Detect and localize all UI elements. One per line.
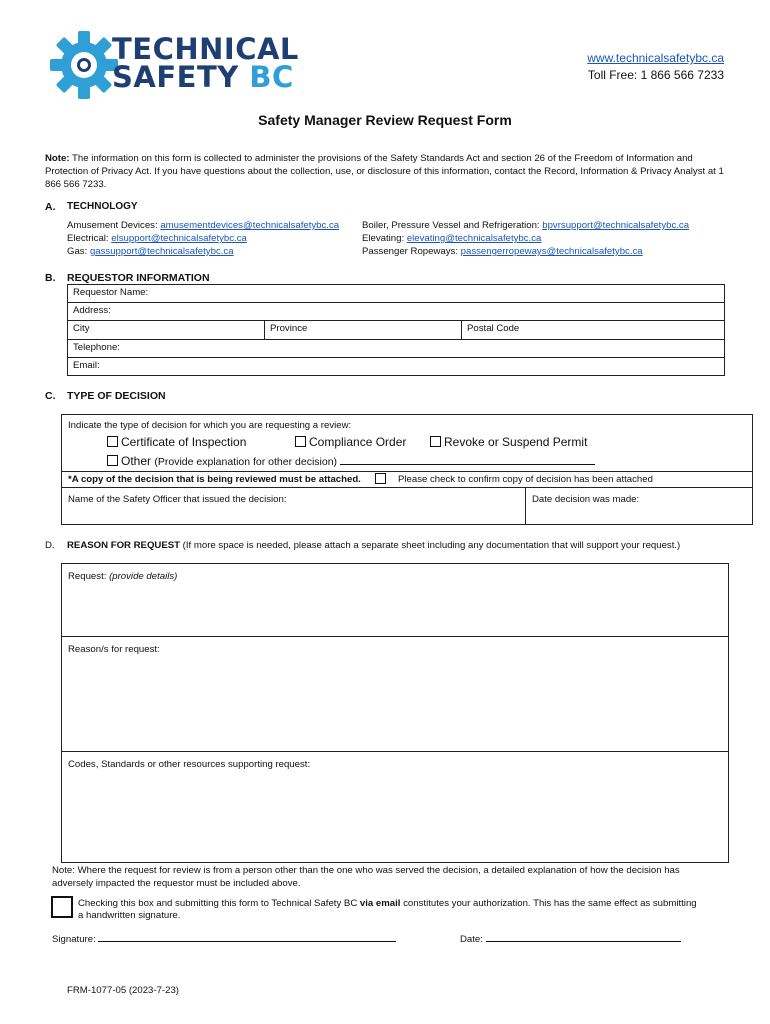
toll-free: Toll Free: 1 866 566 7233 [587, 68, 724, 82]
auth-text-post: constitutes your authorization. This has the same effect as submitting a handwritten signature. [78, 898, 697, 921]
email-link-ropeways[interactable]: passengerropeways@technicalsafetybc.ca [460, 246, 643, 257]
tech-label: Passenger Ropeways: [362, 246, 461, 257]
reasons-field[interactable] [62, 637, 728, 752]
telephone-field[interactable] [68, 340, 724, 358]
logo-line-safety: SAFETY [112, 60, 239, 94]
option-certificate[interactable] [107, 435, 246, 449]
divider [62, 471, 752, 472]
reasons-label: Reason/s for request: [68, 644, 160, 655]
section-a-letter: A. [45, 201, 56, 213]
copy-attached-checkbox[interactable] [375, 473, 389, 486]
checkbox[interactable] [107, 455, 118, 466]
signature-line[interactable] [98, 941, 396, 942]
email-link-bpvr[interactable]: bpvrsupport@technicalsafetybc.ca [542, 220, 690, 231]
tech-label: Electrical: [67, 233, 112, 244]
option-label: Revoke or Suspend Permit [444, 435, 588, 449]
requestor-note: Note: Where the request for review is from a person other than the one who was served the decision, a detailed explanation of how the decision has adversely impacted the requestor must be included above. [52, 865, 680, 889]
tech-label: Boiler, Pressure Vessel and Refrigeration: [362, 220, 543, 231]
option-other[interactable] [107, 454, 595, 468]
section-d-note: (If more space is needed, please attach a separate sheet including any documentation that will support your request.) [180, 540, 681, 551]
authorization-checkbox[interactable] [51, 896, 73, 918]
date-made-field[interactable]: Date decision was made: [532, 494, 640, 505]
note-text: The information on this form is collected to administer the provisions of the Safety Standards Act and section 26 of the Freedom of Information and Protection of Privacy Act. If you have questions about the collection, use, or disclosure of this information, contact the Record, Information & Privacy Analyst at 1 866 566 7233. [45, 153, 724, 190]
auth-text-pre: Checking this box and submitting this form to Technical Safety BC [78, 898, 360, 909]
form-code: FRM-1077-05 (2023-7-23) [67, 985, 179, 996]
section-d-heading-line [67, 540, 737, 551]
email-label: Email: [73, 360, 100, 371]
decision-table [61, 414, 753, 525]
date-line[interactable] [486, 941, 681, 942]
option-label: Other [121, 454, 152, 468]
section-a-heading: TECHNOLOGY [67, 201, 138, 212]
section-c-letter: C. [45, 390, 56, 402]
option-label: Certificate of Inspection [121, 435, 247, 449]
section-c-heading: TYPE OF DECISION [67, 390, 166, 402]
other-explanation-line[interactable] [340, 464, 595, 465]
section-b-letter: B. [45, 272, 56, 284]
tech-label: Gas: [67, 246, 90, 257]
signature-row [52, 934, 396, 945]
requestor-name-field[interactable] [68, 285, 724, 303]
copy-check-text: Please check to confirm copy of decision has been attached [398, 474, 653, 485]
divider [62, 487, 752, 488]
option-label: Compliance Order [309, 435, 407, 449]
reason-table [61, 563, 729, 863]
province-field[interactable] [265, 321, 462, 340]
tech-label: Elevating: [362, 233, 407, 244]
checkbox[interactable] [295, 436, 306, 447]
section-d-heading: REASON FOR REQUEST [67, 540, 181, 551]
copy-attached-text: *A copy of the decision that is being reviewed must be attached. [68, 474, 361, 485]
email-link-amusement[interactable]: amusementdevices@technicalsafetybc.ca [160, 220, 340, 231]
option-revoke[interactable] [430, 435, 587, 449]
website-link[interactable]: www.technicalsafetybc.ca [587, 51, 724, 65]
date-label: Date: [460, 934, 483, 945]
other-hint: (Provide explanation for other decision) [154, 456, 338, 468]
note-label: Note: [45, 153, 70, 164]
city-label: City [73, 323, 90, 334]
officer-name-field[interactable]: Name of the Safety Officer that issued the decision: [68, 494, 287, 505]
address-label: Address: [73, 305, 111, 316]
signature-label: Signature: [52, 934, 96, 945]
postal-code-field[interactable] [462, 321, 724, 340]
section-d-letter: D. [45, 540, 55, 551]
request-hint: (provide details) [109, 571, 178, 582]
option-compliance[interactable] [295, 435, 406, 449]
checkbox[interactable] [107, 436, 118, 447]
auth-text-bold: via email [359, 898, 401, 909]
privacy-note [45, 152, 730, 191]
codes-field[interactable] [62, 752, 728, 862]
logo-wordmark [112, 32, 299, 94]
email-link-electrical[interactable]: elsupport@technicalsafetybc.ca [111, 233, 247, 244]
city-field[interactable] [68, 321, 265, 340]
telephone-label: Telephone: [73, 342, 120, 353]
date-row [460, 934, 681, 945]
divider [525, 487, 526, 524]
technology-left-list [67, 219, 339, 258]
address-field[interactable] [68, 303, 724, 321]
email-field[interactable] [68, 358, 724, 375]
checkbox[interactable] [375, 473, 386, 484]
province-label: Province [270, 323, 308, 334]
codes-label: Codes, Standards or other resources supporting request: [68, 759, 311, 770]
section-b-heading: REQUESTOR INFORMATION [67, 272, 210, 284]
requestor-name-label: Requestor Name: [73, 287, 149, 298]
request-label: Request: [68, 571, 110, 582]
tech-label: Amusement Devices: [67, 220, 161, 231]
indicate-text: Indicate the type of decision for which you are requesting a review: [68, 420, 352, 431]
postal-code-label: Postal Code [467, 323, 520, 334]
contact-block [587, 50, 724, 84]
email-link-gas[interactable]: gassupport@technicalsafetybc.ca [89, 246, 234, 257]
authorization-text [78, 898, 698, 922]
email-link-elevating[interactable]: elevating@technicalsafetybc.ca [406, 233, 542, 244]
form-title: Safety Manager Review Request Form [258, 112, 512, 128]
request-details-field[interactable] [62, 564, 728, 637]
requestor-table [67, 284, 725, 376]
logo-line-technical: TECHNICAL [112, 32, 299, 66]
technology-right-list [362, 219, 689, 258]
logo-bc: BC [249, 60, 294, 94]
authorization-checkbox-wrap[interactable] [51, 896, 76, 920]
checkbox[interactable] [430, 436, 441, 447]
